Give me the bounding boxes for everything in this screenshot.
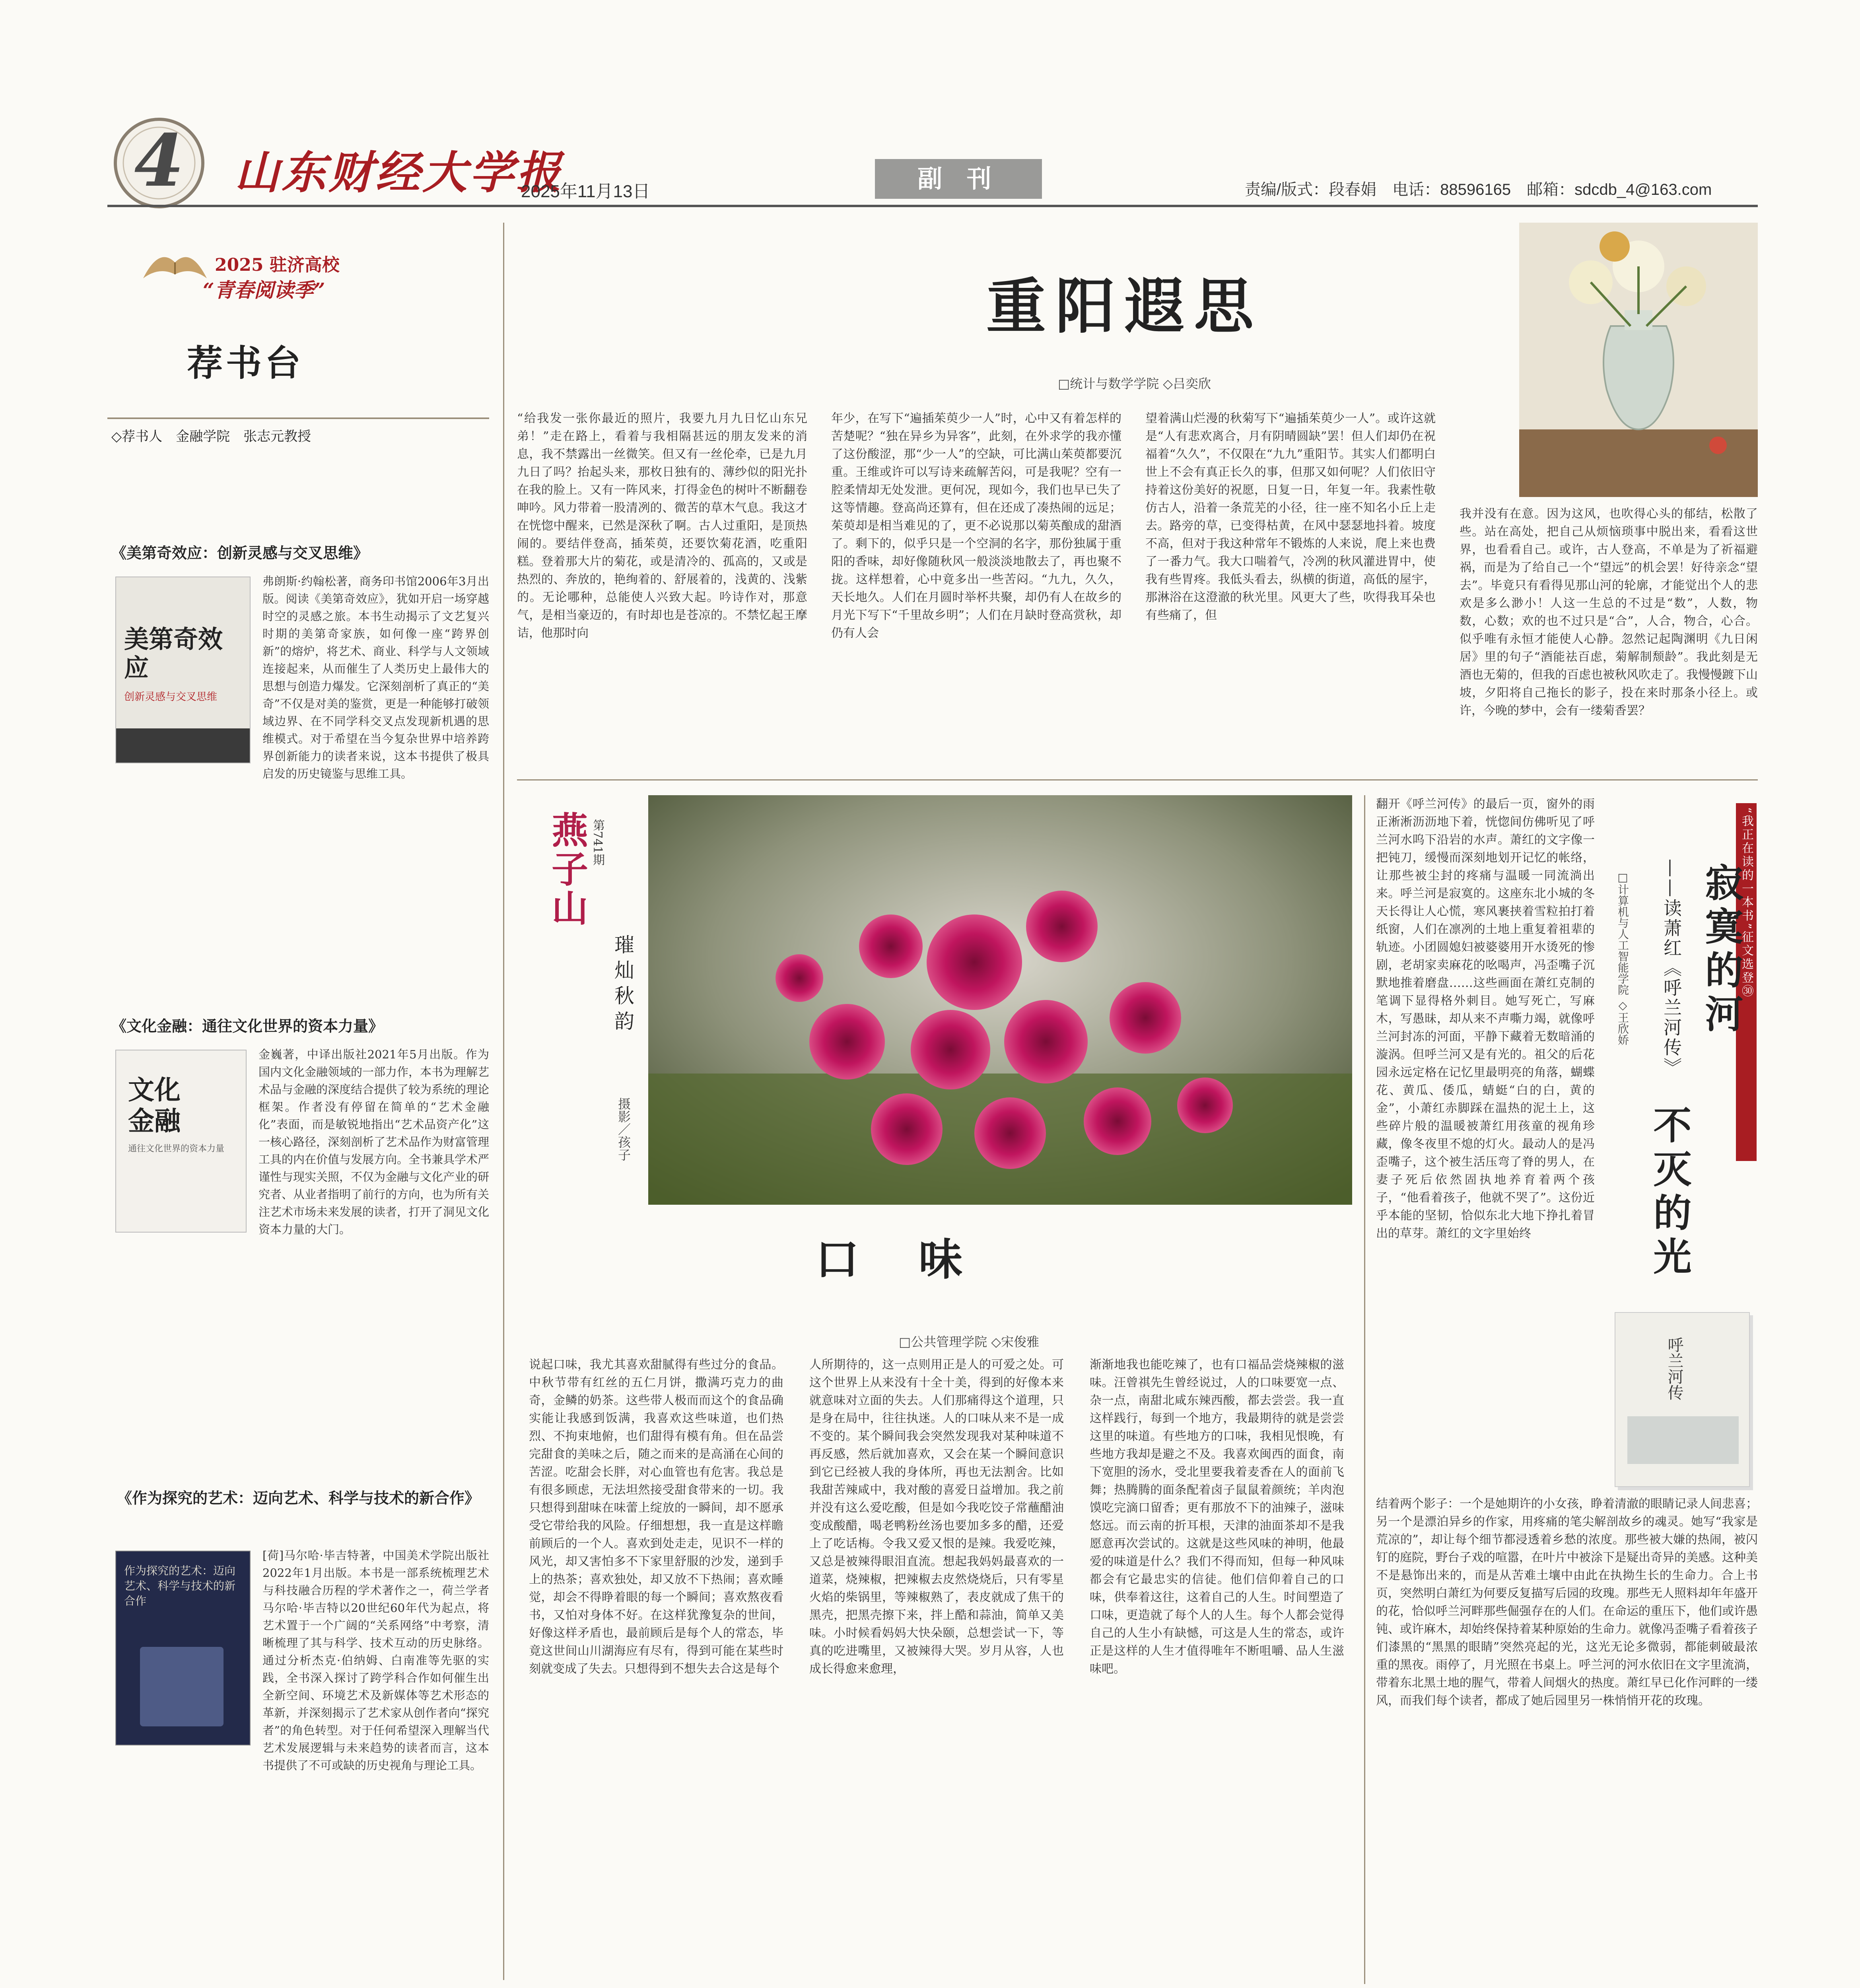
jimo-title-a: 寂寞的河 [1699,863,1744,1038]
jimo-tag: “我正在读的一本书”征文选登㉚ [1736,803,1757,1161]
photo-title: 璀灿秋韵 [611,934,634,1036]
book1-text: 弗朗斯·约翰松著，商务印书馆2006年3月出版。阅读《美第奇效应》，犹如开启一场穿越时空的灵感之旅。本书生动揭示了文艺复兴时期的美第奇家族，如何像一座“跨界创新”的熔炉，将艺术、商业、科学与人文领域连接起来，从而催生了人类历史上最伟大的思想与创造力爆发。它深刻剖析了真正的“美奇”不仅是对美的鉴赏，更是一种能够打破领域边界、在不同学科交叉点发现新机遇的思维模式。对于希望在当今复杂世界中培养跨界创新能力的读者来说，这本书提供了极具启发的历史镜鉴与思维工具。 [262,575,489,780]
recommender: ◇荐书人 金融学院 张志元教授 [111,429,311,445]
editor-info [1245,177,1712,200]
book3-cover-title: 作为探究的艺术：迈向艺术、科学与技术的新合作 [124,1564,236,1607]
book2-title: 《文化金融：通往文化世界的资本力量》 [111,1017,384,1035]
chrysanthemum-photo [648,795,1352,1205]
chongyang-col-3: 望着满山烂漫的秋菊写下“遍插茱萸少一人”。或许这就是“人有悲欢离合，月有阴晴圆缺”罢！但人们却仍在祝福着“久久”，不仅限在“九九”重阳节。其实人们都明白世上不会有真正长久的事，但那又如何呢？人们依旧守持着这份美好的祝愿，日复一日，年复一年。我素性敬仿古人，沿着一条荒芜的小径，往一座不知名小丘上走去。路旁的草，已变得枯黄，在风中瑟瑟地抖着。坡度不高，但对于我这种常年不锻炼的人来说，爬上来也费了一番力气。我大口喘着气，冷冽的秋风灌进胃中，使我有些胃疼。我低头看去，纵横的街道，高低的屋宇，那淋浴在这澄澈的秋光里。风更大了些，吹得我耳朵也有些痛了，但 [1145,412,1436,622]
kouwei-col-1: 说起口味，我尤其喜欢甜腻得有些过分的食品。中秋节带有红丝的五仁月饼，撒满巧克力的曲奇，金鳞的奶茶。这些带人极而而这个的食品确实能让我感到饭满，我喜欢这些味道，也们热烈、不拘束地俯，也们甜得有模有角。但在品尝完甜食的美味之后，随之而来的是高涌在心间的苦涩。吃甜会长胖，对心血管也有危害。我总是有很多顾虑，无法坦然接受甜食带来的一切。我只想得到甜味在味蕾上绽放的一瞬间，却不愿承受它带给我的风险。仔细想想，我一直是这样瞻前顾后的一个人。喜欢到处走走，见识不一样的风光，却又害怕多不下家里舒服的沙发，递到手上的热茶；喜欢独处，却又放不下热闹；喜欢睡觉，却会不得睁着眼的每一个瞬间；喜欢熬夜看书，又怕对身体不好。在这样犹豫复杂的世间，好像这样矛盾也，最前顾后是每个人的常态，毕竟这世间山川湖海应有尽有，得到可能在某些时刻就变成了失去。只想得到不想失去合这是每个 [529,1358,783,1676]
open-book-icon [139,239,211,286]
kouwei-col-2: 人所期待的，这一点则用正是人的可爱之处。可这个世界上从来没有十全十美，得到的好像本来就意味对立面的失去。人们那痛得这个道理，只是身在局中，往往执迷。人的口味从来不是一成不变的。某个瞬间我会突然发现我对某种味道不再反感，然后就加喜欢，又会在某一个瞬间意识到它已经被人我的身体所，再也无法割舍。比如我甜苦辣咸中，我对酸的喜爱日益增加。我之前并没有这么爱吃酸，但是如今我吃饺子常蘸醋油变成酸醋，喝老鸭粉丝汤也要加多多的醋，还爱上了吃话梅。令我又爱又恨的是辣。我爱吃辣，又总是被辣得眼泪直流。想起我妈妈最喜欢的一道菜，烧辣椒，把辣椒去皮然烧烧后，只有零星火焰的柴锅里，等辣椒熟了，表皮就成了焦干的黑壳，把黑壳擦下来，拌上酷和蒜油，简单又美味。小时候看妈妈大快朵颐，总想尝试一下，等真的吃进嘴里，又被辣得大哭。岁月从容，人也成长得愈来愈理， [809,1358,1064,1676]
book2-text: 金巍著，中译出版社2021年5月出版。作为国内文化金融领域的一部力作，本书为理解艺术品与金融的深度结合提供了较为系统的理论框架。作者没有停留在简单的“艺术金融化”表面，而是敏锐地指出“艺术品资产化”这一核心路径，深刻剖析了艺术品作为财富管理工具的内在价值与发展方向。全书兼具学术严谨性与现实关照，不仅为金融与文化产业的研究者、从业者指明了前行的方向，也为所有关注艺术市场未来发展的读者，打开了洞见文化资本力量的大门。 [258,1048,489,1236]
jimo-book-cover-title: 呼兰河传 [1665,1337,1683,1400]
recommend-column [107,223,489,1988]
left-column-divider [503,223,504,1980]
kouwei-divider [1364,795,1365,1984]
yanzishan-block [529,795,1352,1213]
vase-painting [1519,223,1758,497]
chongyang-article [517,223,1758,771]
jimo-book-cover [1615,1312,1750,1487]
paper-name: 山东财经大学报 [235,147,563,199]
chongyang-col-2: 年少，在写下“遍插茱萸少一人”时，心中又有着怎样的苦楚呢？“独在异乡为异客”，此刻，在外求学的我亦懂了这份酸涩，那“少一人”的空缺，可比满山茱萸都要沉重。王维或许可以写诗来疏解苦闷，可是我呢？空有一腔柔情却无处发泄。更何况，现如今，我们也早已失了这等情趣。登高尚还算有，但在还成了凑热闹的远足；茱萸却是相当难见的了，更不必说那以菊英酿成的甜酒了。剩下的，似乎只是一个空洞的名字，那份独属于重阳的香味，却好像随秋风一般淡淡地散去了，再也聚不拢。这样想着，心中竟多出一些苦闷。“九九，久久，天长地久。人们在月圆时举杯共聚，却仍有人在故乡的月光下写下“千里故乡明”；人们在月缺时登高赏秋，却仍有人会 [831,412,1121,640]
chongyang-col-1: “给我发一张你最近的照片，我要九月九日忆山东兄弟！”走在路上，看着与我相隔甚远的朋友发来的消息，我不禁露出一丝微笑。但又有一丝伦牵，已是九月九日了吗？抬起头来，那枚日独有的、薄纱似的阳光扑在我的脸上。又有一阵风来，打得金色的树叶不断翻卷呻吟。风力带着一股清冽的、微苦的草木气息。我这才在恍惚中醒来，已然是深秋了啊。古人过重阳，是顶热闹的。要结伴登高，插茱萸，还要饮菊花酒，吃重阳糕。登着那大片的菊花，或是清冷的、孤高的，又或是热烈的、奔放的，艳绚着的、舒展着的，浅黄的、浅紫的。无论哪种，总能使人兴致大起。吟诗作对，那意气，是相当豪迈的，有时却也是苍凉的。不禁忆起王摩诘，他那时向 [517,412,807,640]
yanzishan-issue: 第741期 [591,819,604,866]
book1-cover-sub: 创新灵感与交叉思维 [124,691,218,703]
kouwei-title: 口 味 [815,1234,970,1285]
issue-date: 2025年11月13日 [521,182,650,201]
jimo-col-2: 结着两个影子：一个是她期许的小女孩，睁着清澈的眼睛记录人间悲喜；另一个是漂泊异乡的作家，用疼痛的笔尖解剖故乡的魂灵。她写“我家是荒凉的”，却让每个细节都浸透着乡愁的浓度。那些被大嫌的热闹，被闪钉的庭院，野台子戏的喧嚣，在叶片中被涂下是疑出奇异的美感。这种美不是悬饰出来的，而是从苦难土壤中由此在执拗生长的生命力。合上书页，突然明白萧红为何要反复描写后园的玫瑰。那些无人照料却年年盛开的花，恰似呼兰河畔那些倔强存在的人们。在命运的重压下，他们或许愚钝、或许麻木，却始终保持着某种原始的生命力。就像冯歪嘴子看着孩子们漆黑的“黑黑的眼睛”突然亮起的光，这光无论多微弱，都能刺破最浓重的黑夜。雨停了，月光照在书桌上。呼兰河的河水依旧在文字里流淌，带着东北黑土地的腥气，带着人间烟火的热度。萧红早已化作河畔的一缕风，而我们每个读者，都成了她后园里另一株悄悄开花的玫瑰。 [1376,1497,1758,1708]
banner-line1: 2025 驻济高校 [215,255,340,275]
chongyang-title: 重阳遐思 [986,272,1263,342]
banner-line2: “青春阅读季” [203,278,325,302]
masthead [0,0,1860,207]
book2-cover-sub: 通往文化世界的资本力量 [128,1144,225,1154]
yanzishan-name: 燕子山 [546,811,589,928]
chongyang-rule [517,779,1758,780]
jimo-title-b: 不灭的光 [1647,1105,1692,1280]
recommend-rule [107,417,489,419]
recommend-title: 荐书台 [187,342,304,384]
book1-title: 《美第奇效应：创新灵感与交叉思维》 [111,544,369,562]
kouwei-byline: □公共管理学院 ◇宋俊雅 [899,1334,1040,1349]
jimo-byline: □计算机与人工智能学院 ◇王欣娇 [1616,871,1629,1045]
book3-title: 《作为探究的艺术：迈向艺术、科学与技术的新合作》 [117,1489,480,1507]
section-name: 副 刊 [917,164,999,193]
book1-cover-title: 美第奇效应 [124,625,223,682]
kouwei-article [529,1225,1352,1988]
page-number: 4 [134,119,184,203]
photo-credit: 摄影／孩子 [616,1097,631,1161]
jimo-article [1376,795,1758,1988]
phone: 电话：88596165 [1392,181,1511,198]
chongyang-byline: □统计与数学学院 ◇吕奕欣 [1058,376,1211,391]
masthead-rule [107,205,1758,207]
book3-text: [荷]马尔哈·毕吉特著，中国美术学院出版社2022年1月出版。本书是一部系统梳理艺术与科技融合历程的学术著作之一，荷兰学者马尔哈·毕吉特以20世纪60年代为起点，将艺术置于一个广阔的“关系网络”中考察，清晰梳理了其与科学、技术互动的历史脉络。通过分析杰克·伯纳姆、白南准等先驱的实践，全书深入探讨了跨学科合作如何催生出全新空间、环境艺术及新媒体等艺术形态的革新，并深刻揭示了艺术家从创作者向“探究者”的角色转型。对于任何希望深入理解当代艺术发展逻辑与未来趋势的读者而言，这本书提供了不可或缺的历史视角与理论工具。 [262,1549,489,1772]
book2-cover-title: 文化金融 [128,1074,181,1136]
email: 邮箱：sdcdb_4@163.com [1527,181,1712,198]
chongyang-col-4: 我并没有在意。因为这风，也吹得心头的郁结，松散了些。站在高处，把自己从烦恼琐事中脱出来，看看这世界，也看看自己。或许，古人登高，不单是为了祈福避祸，而是为了给自己一个“望远”的机会罢！好待亲念“望去”。毕竟只有看得见那山河的轮廓，才能觉出个人的悲欢是多么渺小！人这一生总的不过是“数”，人数，物数，心数；欢的也不过只是“合”，人合，物合，心合。似乎唯有永恒才能使人心静。忽然记起陶渊明《九日闲居》里的句子“酒能祛百虑，菊解制颓龄”。我此刻是无酒也无菊的，但我的百虑也被秋风吹走了。我慢慢踱下山坡，夕阳将自己拖长的影子，投在来时那条小径上。或许，今晚的梦中，会有一缕菊香罢？ [1460,507,1758,718]
jimo-col-1: 翻开《呼兰河传》的最后一页，窗外的雨正淅淅沥沥地下着，恍惚间仿佛听见了呼兰河水呜下沿岩的水声。萧红的文字像一把钝刀，缓慢而深刻地划开记忆的帐络，让那些被尘封的疼痛与温暖一同流淌出来。呼兰河是寂寞的。这座东北小城的冬天长得让人心慌，寒风裹挟着雪粒拍打着纸窗，人们在凛冽的土地上重复着祖辈的轨迹。小团圆媳妇被婆婆用开水烫死的惨剧，老胡家卖麻花的吆喝声，冯歪嘴子沉默地推着磨盘……这些画面在萧红克制的笔调下显得格外刺目。她写死亡，写麻木，写愚昧，却从来不声嘶力竭，就像呼兰河封冻的河面，平静下藏着无数暗涌的漩涡。但呼兰河又是有光的。祖父的后花园永远定格在记忆里最明亮的角落，蝴蝶花、黄瓜、倭瓜，蜻蜓“白的白，黄的金”，小萧红赤脚踩在温热的泥土上，这些碎片般的温暖被萧红用孩童的视角珍藏，像冬夜里不熄的灯火。最动人的是冯歪嘴子，这个被生活压弯了脊的男人，在妻子死后依然固执地养育着两个孩子，“他看着孩子，他就不哭了”。这份近乎本能的坚韧，恰似东北大地下挣扎着冒出的草芽。萧红的文字里始终 [1376,797,1595,1241]
jimo-subtitle: ——读萧红《呼兰河传》 [1661,859,1682,1077]
kouwei-col-3: 渐渐地我也能吃辣了，也有口福品尝烧辣椒的滋味。汪曾祺先生曾经说过，人的口味要宽一点、杂一点，南甜北咸东辣西酸，都去尝尝。我一直这样践行，每到一个地方，我最期待的就是尝尝这里的味道。有些地方的口味，我相见恨晚，有些地方我却是避之不及。我喜欢闽西的面食，南下宽胆的汤水，受北里要我着麦香在人的面前飞舞；热腾腾的面条配着卤子鼠鼠着颜统；羊肉泡馍吃完滴口留香；更有那放不下的油辣子，滋味悠远。而云南的折耳根，天津的油面茶却不是我愿意再次尝试的。这就是这些风味的神明，他最爱的味道是什么？我们不得而知，但每一种风味都会有它最忠实的信徒。他们信仰着自己的口味，供奉着这往，这着自己的人生。时间塑造了口味，更造就了每个人的人生。每个人都会觉得自己的人生小有缺憾，可这是人生的常态，或许正是这样的人生才值得唯年不断咀嚼、品人生滋味吧。 [1090,1358,1344,1676]
editor: 责编/版式：段春娟 [1245,181,1377,198]
